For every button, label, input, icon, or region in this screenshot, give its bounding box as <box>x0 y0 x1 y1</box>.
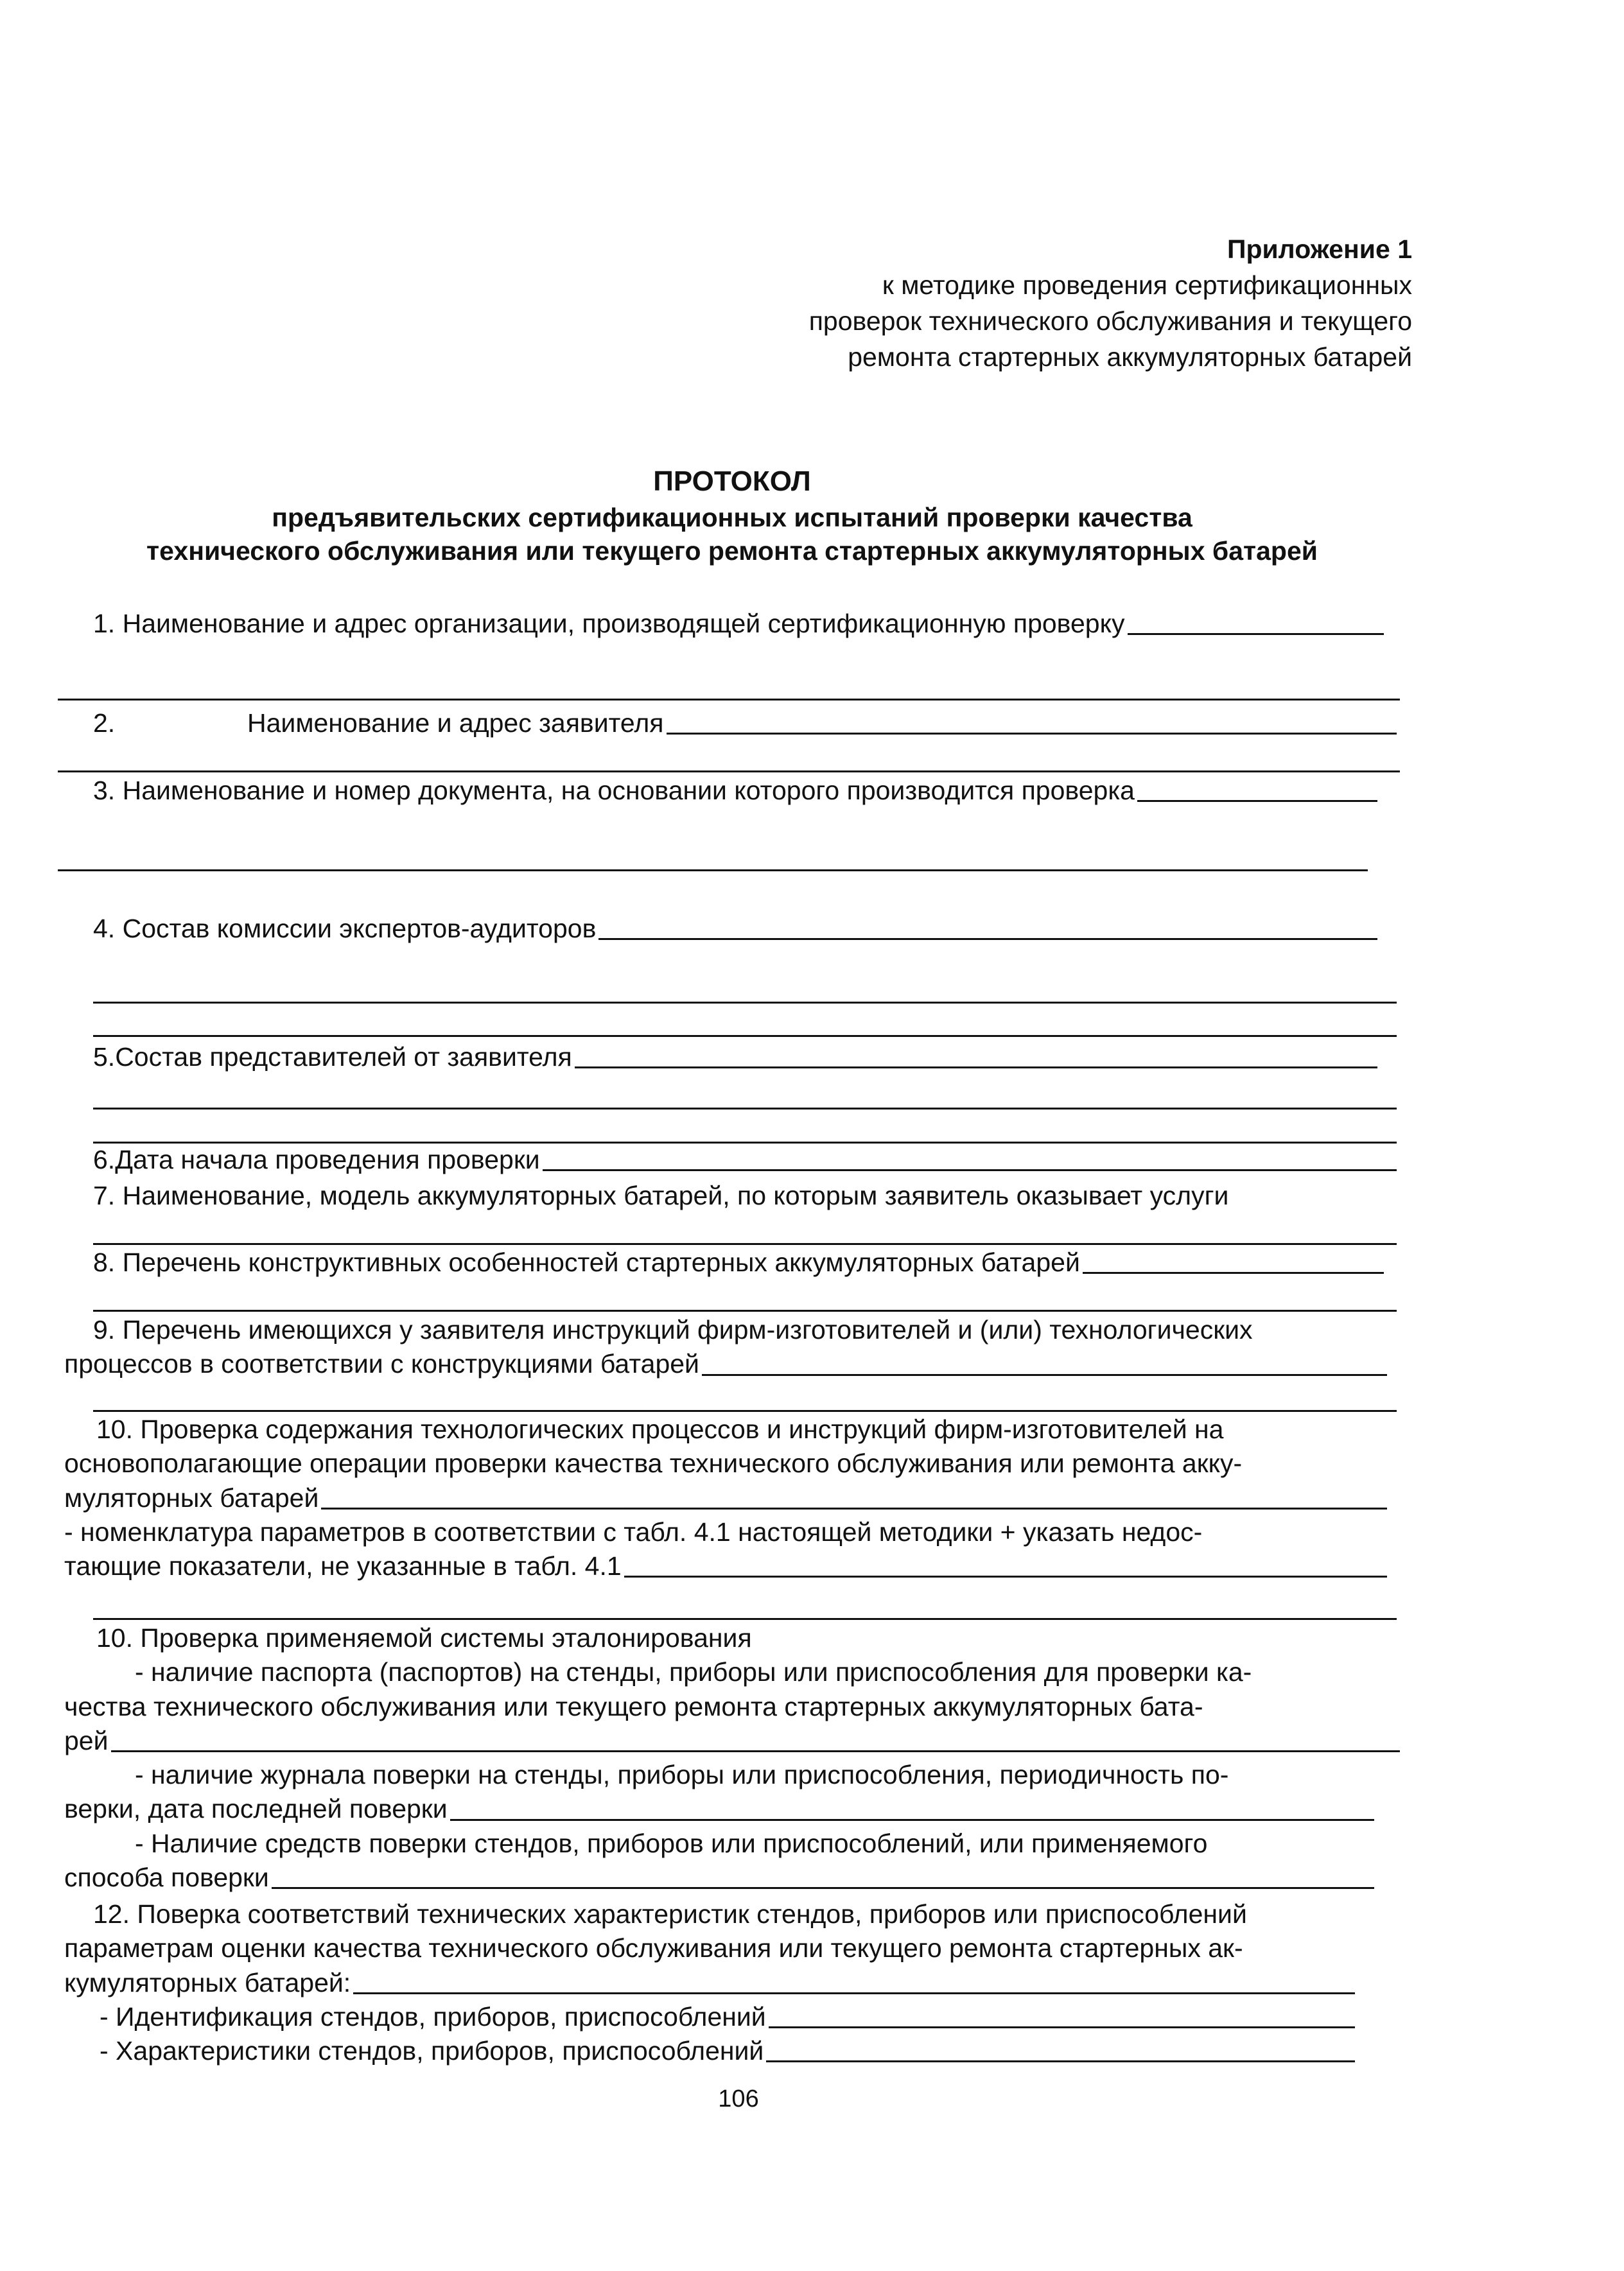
item-7 <box>93 1179 1397 1213</box>
item-10-line: муляторных батарей <box>64 1483 319 1513</box>
item-10-line: - номенклатура параметров в соответствии с табл. 4.1 настоящей методики + указать недос- <box>64 1517 1203 1547</box>
fill-line <box>769 2026 1355 2028</box>
item-12-line: - Характеристики стендов, приборов, приспособлений <box>100 2036 764 2066</box>
fill-line <box>702 1374 1387 1376</box>
fill-line <box>1128 633 1384 635</box>
fill-line <box>450 1819 1374 1821</box>
fill-line <box>353 1992 1355 1994</box>
item-12-fill-row <box>64 2034 1406 2068</box>
fill-line <box>93 1410 1397 1412</box>
appendix-block <box>385 231 1412 375</box>
item-5 <box>93 1040 1377 1074</box>
item-2-label: Наименование и адрес заявителя <box>247 708 664 738</box>
item-12-fill-row <box>64 1966 1406 2000</box>
fill-line <box>624 1576 1387 1578</box>
fill-line <box>321 1508 1387 1510</box>
title-main: ПРОТОКОЛ <box>653 466 811 497</box>
item-10-line: 10. Проверка содержания технологических процессов и инструкций фирм-изготовителей на <box>96 1414 1224 1444</box>
item-4 <box>93 912 1377 946</box>
item-9-line: процессов в соответствии с конструкциями батарей <box>64 1349 699 1379</box>
fill-line <box>58 770 1400 772</box>
fill-line <box>93 1243 1397 1245</box>
item-12-line: кумуляторных батарей: <box>64 1967 351 1997</box>
appendix-line: к методике проведения сертификационных <box>882 270 1412 300</box>
item-2 <box>93 706 1397 740</box>
item-11-line: - Наличие средств поверки стендов, приборов или приспособлений, или применяемого <box>135 1828 1208 1858</box>
item-9-line: 9. Перечень имеющихся у заявителя инструкций фирм-изготовителей и (или) технологических <box>93 1315 1253 1344</box>
fill-line <box>1083 1272 1384 1274</box>
fill-line <box>111 1750 1400 1752</box>
item-12-fill-row <box>64 2000 1406 2034</box>
fill-line <box>766 2060 1355 2062</box>
item-1 <box>93 607 1384 641</box>
item-11-line: верки, дата последней поверки <box>64 1794 448 1824</box>
title-sub: предъявительских сертификационных испытаний проверки качества <box>272 503 1192 532</box>
fill-line <box>58 869 1368 871</box>
fill-line <box>58 699 1400 700</box>
item-6 <box>93 1143 1397 1177</box>
item-11-line: способа поверки <box>64 1863 269 1893</box>
item-11-fill-row <box>64 1724 1406 1758</box>
fill-line <box>598 938 1377 940</box>
item-12-line: - Идентификация стендов, приборов, приспособлений <box>100 2001 766 2032</box>
item-8-label: 8. Перечень конструктивных особенностей стартерных аккумуляторных батарей <box>93 1248 1080 1277</box>
fill-line <box>543 1169 1397 1171</box>
item-10-fill-row <box>64 1481 1406 1515</box>
item-5-label: 5.Состав представителей от заявителя <box>93 1042 572 1072</box>
item-2-number: 2. <box>93 708 116 738</box>
item-6-label: 6.Дата начала проведения проверки <box>93 1145 540 1174</box>
protocol-title <box>51 462 1413 568</box>
item-12 <box>64 1897 1406 2068</box>
appendix-heading: Приложение 1 <box>1227 234 1412 264</box>
item-3 <box>93 774 1377 808</box>
fill-line <box>1137 800 1377 802</box>
item-10-line: основополагающие операции проверки качества технического обслуживания или ремонта акку- <box>64 1449 1243 1479</box>
item-12-line: 12. Поверка соответствий технических характеристик стендов, приборов или приспособлений <box>93 1899 1247 1929</box>
fill-line <box>93 1310 1397 1312</box>
item-1-label: 1. Наименование и адрес организации, производящей сертификационную проверку <box>93 609 1125 638</box>
item-8 <box>93 1246 1384 1280</box>
fill-line <box>93 1002 1397 1004</box>
item-11-fill-row <box>64 1861 1406 1895</box>
fill-line <box>272 1887 1374 1889</box>
appendix-line: ремонта стартерных аккумуляторных батарей <box>848 342 1412 372</box>
fill-line <box>93 1618 1397 1620</box>
item-11-line: чества технического обслуживания или текущего ремонта стартерных аккумуляторных бата- <box>64 1691 1203 1721</box>
item-10 <box>64 1413 1406 1583</box>
item-12-line: параметрам оценки качества технического обслуживания или текущего ремонта стартерных ак- <box>64 1933 1243 1963</box>
item-4-label: 4. Состав комиссии экспертов-аудиторов <box>93 914 597 943</box>
item-11-fill-row <box>64 1792 1406 1826</box>
fill-line <box>93 1108 1397 1109</box>
fill-line <box>667 733 1397 735</box>
item-9 <box>64 1313 1406 1382</box>
item-3-label: 3. Наименование и номер документа, на основании которого производится проверка <box>93 776 1135 805</box>
fill-line <box>93 1035 1397 1037</box>
item-7-label: 7. Наименование, модель аккумуляторных батарей, по которым заявитель оказывает услуги <box>93 1181 1229 1210</box>
item-10-line: тающие показатели, не указанные в табл. 4.1 <box>64 1551 622 1581</box>
item-10-fill-row <box>64 1549 1406 1583</box>
fill-line <box>575 1066 1377 1068</box>
item-9-fill-row <box>64 1347 1406 1381</box>
item-11-line: рей <box>64 1725 109 1755</box>
item-11-line: - наличие журнала поверки на стенды, приборы или приспособления, периодичность по- <box>135 1760 1229 1790</box>
item-11-line: - наличие паспорта (паспортов) на стенды, приборы или приспособления для проверки ка- <box>135 1657 1252 1687</box>
page-number: 106 <box>718 2085 759 2112</box>
item-11 <box>64 1621 1406 1895</box>
title-sub: технического обслуживания или текущего ремонта стартерных аккумуляторных батарей <box>146 536 1318 566</box>
item-11-heading: 10. Проверка применяемой системы эталонирования <box>96 1623 752 1653</box>
appendix-line: проверок технического обслуживания и текущего <box>808 306 1412 336</box>
